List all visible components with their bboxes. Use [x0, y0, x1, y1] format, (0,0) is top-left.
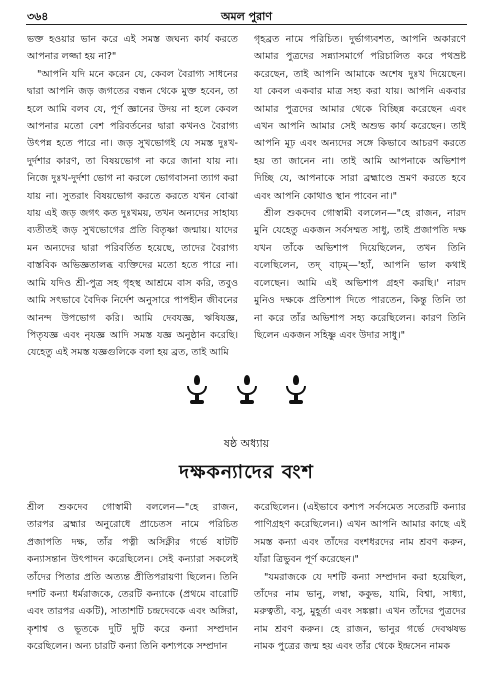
text-line: না করে তাঁর অভিশাপ সহ্য করেছিলেন। কারণ তিনি: [254, 312, 466, 324]
text-line: গৃহব্রত নামে পরিচিত। দুর্ভাগ্যবশত, আপনি অকারণে: [254, 34, 466, 45]
text-line: ভক্ত হওয়ার ভান করে এই সমস্ত জঘন্য কার্য করতে: [27, 34, 238, 45]
lamp-icon: [184, 375, 210, 405]
text-line: এখন আপনি আমার সেই অশুভ কার্য করেছেন। তাই: [254, 121, 466, 133]
text-line: তাঁদের পিতার প্রতি অত্যন্ত প্রীতিপরায়ণা ছিলেন। তিনি: [27, 571, 238, 583]
text-line: আমার পুত্রদের সন্ন্যাসমার্গে পরিচালিত করে পথভ্রষ্ট: [254, 51, 466, 63]
text-line: বলেছেন। আমি এই অভিশাপ গ্রহণ করছি।' নারদ: [254, 277, 466, 289]
chapter-title: দক্ষকন্যাদের বংশ: [179, 461, 314, 483]
text-line: হয় তা জানেন না। তাই আমি আপনাকে অভিশাপ: [254, 155, 466, 167]
text-line: শ্রীল শুকদেব গোস্বামী বললেন—"হে রাজন, নারদ: [264, 208, 466, 220]
text-line: নিজে দুঃখ-দুর্দশা ভোগ না করলে ভোগবাসনা ত্যাগ করা: [27, 173, 238, 185]
text-line: দিচ্ছি যে, আপনাকে সারা ব্রহ্মাণ্ডে ভ্রমণ করতে হবে: [254, 173, 466, 185]
text-line: আপনার লজ্জা হয় না?": [27, 51, 117, 63]
text-line: আমি সৎভাবে বৈদিক নির্দেশ অনুসারে পাপহীন জীবনের: [27, 295, 238, 307]
text-line: আনন্দ উপভোগ করি। আমি দেবযজ্ঞ, ঋষিযজ্ঞ,: [27, 312, 238, 324]
column-top-left: [27, 31, 238, 362]
text-line: নাম শ্রবণ করুন। হে রাজন, ভানুর গর্ভে দেবঋষভ: [254, 623, 466, 635]
lamp-icon: [234, 375, 260, 405]
text-line: আমি যদিও শ্রী-পুত্র সহ গৃহস্থ আশ্রমে বাস করি, তবুও: [27, 277, 238, 289]
text-line: ব্যতীতই জড় সুখভোগের প্রতি বিতৃষ্ণা জন্মায়। যাদের: [27, 225, 238, 237]
text-line: করেছিলেন। অন্য চারটি কন্যা তিনি কশ্যপকে সম্প্রদান: [27, 641, 228, 653]
text-line: নামক পুত্রের জন্ম হয় এবং তাঁর থেকে ইন্দ্রসেন নামক: [254, 641, 451, 653]
text-line: দুর্দশার কারণ, তা বিষয়ভোগ না করে জানা যায় না।: [27, 155, 238, 167]
text-line: বাস্তবিক অভিজ্ঞতালব্ধ ব্যক্তিদের মতো হতে পারে না।: [27, 260, 238, 272]
section-ornament: [0, 375, 493, 405]
text-line: যখন তাঁকে অভিশাপ দিয়েছিলেন, তখন তিনি: [254, 242, 466, 254]
text-line: বলেছিলেন, তদ্ বাঢ়ম্—'হ্যাঁ, আপনি ভাল কথাই: [254, 260, 466, 272]
text-line: তাঁদের নাম ভানু, লম্বা, ককুভ, যামি, বিশ্বা, সাধ্যা,: [254, 589, 466, 601]
page-number: ৩৬৪: [27, 10, 49, 23]
text-line: করেছেন, তাই আপনি আমাকে অশেষ দুঃখ দিয়েছেন।: [254, 68, 466, 80]
text-line: হলে আমি বলব যে, পূর্ণ জ্ঞানের উদয় না হলে কেবল: [27, 103, 238, 115]
column-top-right: [254, 31, 466, 344]
text-line: মুনি যেহেতু একজন সর্বসম্মত সাধু, তাই প্রজাপতি দক্ষ: [254, 225, 466, 237]
text-line: যায় এই জড় জগৎ কত দুঃখময়, তখন অন্যদের সাহায্য: [27, 208, 238, 220]
running-title: অমল পুরাণ: [220, 10, 273, 23]
text-line: আপনার মতো বেশ পরিবর্তনের দ্বারা কখনও বৈরাগ্য: [27, 121, 238, 133]
text-line: ছিলেন একজন সহিষ্ণু এবং উদার সাধু।": [254, 329, 405, 341]
text-line: শ্রীল শুকদেব গোস্বামী বললেন—"হে রাজন,: [27, 502, 238, 513]
text-line: প্রজাপতি দক্ষ, তাঁর পত্নী অসিক্নীর গর্ভে ষাটটি: [27, 536, 238, 548]
text-line: পাণিগ্রহণ করেছিলেন।) এখন আপনি আমার কাছে এই: [254, 519, 466, 531]
text-line: দ্বারা আপনি জড় জগতের বন্ধন থেকে মুক্ত হবেন, তা: [27, 86, 238, 98]
text-line: এবং তারপর একটি), সাতাশটি চন্দ্রদেবকে এবং অঙ্গিরা,: [27, 606, 238, 618]
lamp-icon: [283, 375, 309, 405]
text-line: মরুত্বতী, বসু, মুহূর্তা এবং সঙ্কল্পা। এখন তাঁদের পুত্রদের: [254, 606, 466, 618]
header-rule: [26, 24, 467, 25]
text-line: "আপনি যদি মনে করেন যে, কেবল বৈরাগ্য সাধনের: [37, 68, 238, 80]
running-head: [0, 8, 493, 24]
text-line: কন্যাসন্তান উৎপাদন করেছিলেন। সেই কন্যারা সকলেই: [27, 554, 238, 566]
text-line: সমস্ত কন্যা এবং তাঁদের বংশধরদের নাম শ্রবণ করুন,: [254, 536, 466, 548]
text-line: যায় না। সুতরাং বিষয়ভোগ করতে করতে যখন বোঝা: [27, 190, 238, 202]
text-line: কৃশাশ্ব ও ভূতকে দুটি দুটি করে কন্যা সম্প্রদান: [27, 623, 238, 635]
text-line: পিতৃযজ্ঞ এবং নৃযজ্ঞ আদি সমস্ত যজ্ঞ অনুষ্ঠান করেছি।: [27, 329, 238, 341]
text-line: মুনিও দক্ষকে প্রতিশাপ দিতে পারতেন, কিন্তু তিনি তা: [254, 295, 466, 307]
column-bottom-right: [254, 499, 466, 656]
text-line: যা কেবল একবার মাত্র সহ্য করা যায়। আপনি একবার: [254, 86, 466, 98]
text-line: যাঁরা ত্রিভুবন পূর্ণ করেছেন।": [254, 554, 359, 566]
text-line: তারপর ব্রহ্মার অনুরোধে প্রাচেতস নামে পরিচিত: [27, 519, 238, 531]
text-line: দশটি কন্যা ধর্মরাজকে, তেরটি কন্যাকে (প্রথমে বারোটি: [27, 589, 238, 601]
text-line: এবং আপনি কোথাও স্থান পাবেন না।": [254, 190, 398, 202]
text-line: আমার পুত্রদের আমার থেকে বিচ্ছিন্ন করেছেন এবং: [254, 103, 466, 115]
text-line: "যমরাজকে যে দশটি কন্যা সম্প্রদান করা হয়েছিল,: [264, 571, 466, 583]
text-line: মন অন্যদের দ্বারা পরিবর্তিত হয়েছে, তাদের বৈরাগ্য: [27, 242, 238, 254]
text-line: আপনি মূঢ় এবং অন্যদের সঙ্গে কিভাবে আচরণ করতে: [254, 138, 466, 150]
text-line: করেছিলেন। (এইভাবে কশ্যপ সর্বসমেত সতেরটি কন্যার: [254, 502, 466, 513]
text-line: উৎপন্ন হতে পারে না। জড় সুখভোগই যে সমস্ত দুঃখ-: [27, 138, 238, 150]
column-bottom-left: [27, 499, 238, 656]
text-line: যেহেতু এই সমস্ত যজ্ঞগুলিকে বলা হয় ব্রত, তাই আমি: [27, 347, 229, 359]
chapter-label: ষষ্ঠ অধ্যায়: [223, 437, 270, 450]
